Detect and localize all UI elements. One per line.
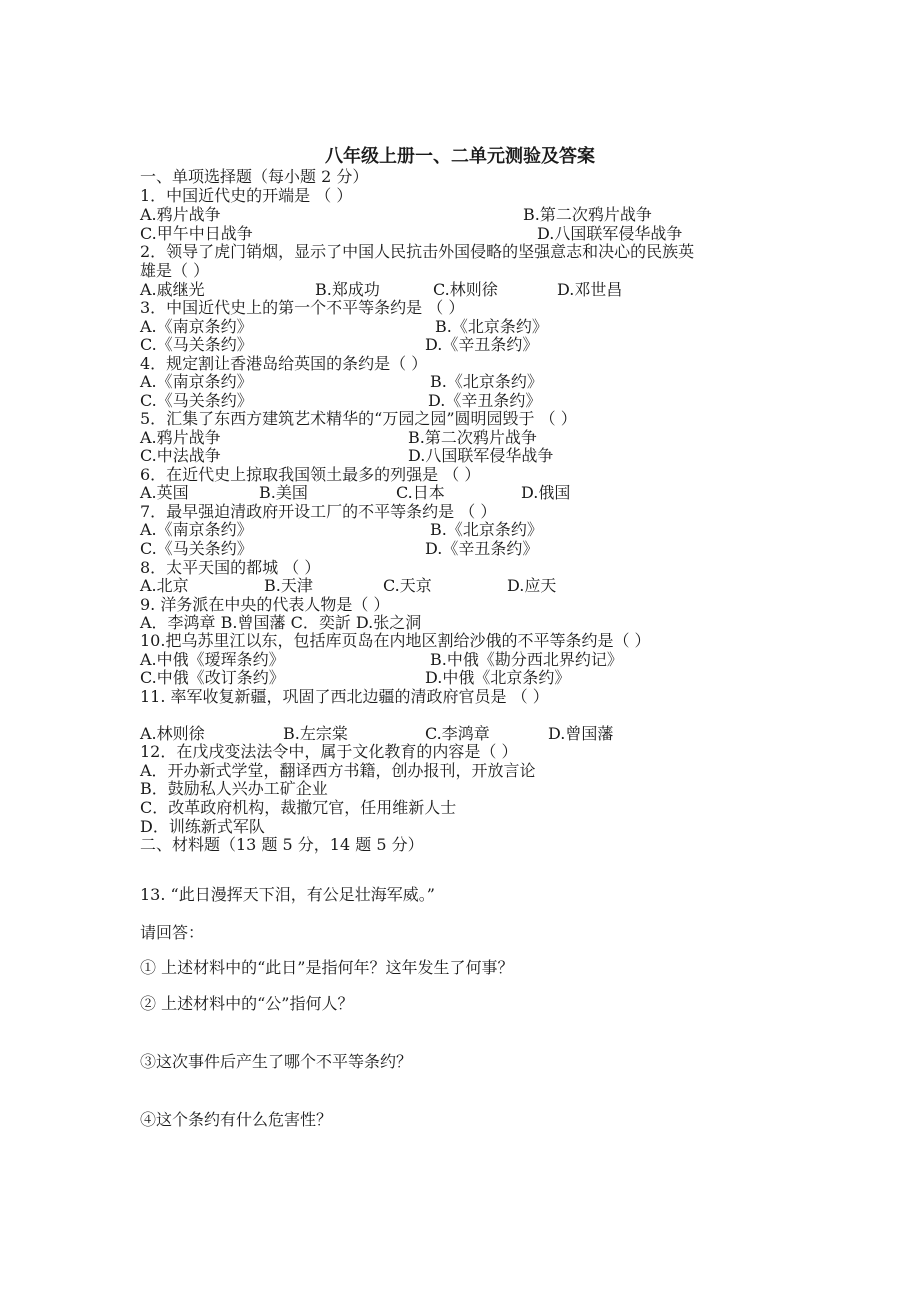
options-line: A．李鸿章 B.曾国藩 C．奕訢 D.张之洞 bbox=[140, 613, 422, 632]
option-a: A.鸦片战争 bbox=[140, 428, 221, 447]
option-c: C.天京 bbox=[383, 576, 432, 595]
section2-heading: 二、材料题（13 题 5 分，14 题 5 分） bbox=[140, 835, 424, 854]
question-stem: 2．领导了虎门销烟，显示了中国人民抗击外国侵略的坚强意志和决心的民族英 bbox=[140, 242, 695, 261]
option-d: D.中俄《北京条约》 bbox=[425, 668, 571, 687]
question-stem: 7．最早强迫清政府开设工厂的不平等条约是 （ ） bbox=[140, 502, 497, 521]
option-c: C.中法战争 bbox=[140, 446, 221, 465]
question-stem: 8．太平天国的都城 （ ） bbox=[140, 558, 321, 577]
option-c: C.《马关条约》 bbox=[140, 391, 253, 410]
question-stem: 11. 率军收复新疆，巩固了西北边疆的清政府官员是 （ ） bbox=[140, 687, 549, 706]
question-stem: 1．中国近代史的开端是 （ ） bbox=[140, 186, 353, 205]
option-d: D.八国联军侵华战争 bbox=[537, 224, 683, 243]
material-quote: 13. “此日漫挥天下泪，有公足壮海军威。” bbox=[140, 885, 435, 904]
option-a: A．开办新式学堂，翻译西方书籍，创办报刊，开放言论 bbox=[140, 761, 536, 780]
sub-question: ① 上述材料中的“此日”是指何年？这年发生了何事？ bbox=[140, 958, 514, 977]
option-c: C.《马关条约》 bbox=[140, 539, 253, 558]
question-stem: 5．汇集了东西方建筑艺术精华的“万园之园”圆明园毁于 （ ） bbox=[140, 409, 577, 428]
option-a: A.林则徐 bbox=[140, 724, 205, 743]
option-d: D.俄国 bbox=[521, 483, 571, 502]
option-c: C.《马关条约》 bbox=[140, 335, 253, 354]
page-title: 八年级上册一、二单元测验及答案 bbox=[325, 146, 595, 167]
option-b: B．鼓励私人兴办工矿企业 bbox=[140, 779, 328, 798]
option-d: D.邓世昌 bbox=[557, 280, 623, 299]
option-d: D．训练新式军队 bbox=[140, 817, 265, 836]
option-d: D.《辛丑条约》 bbox=[425, 539, 539, 558]
option-b: B.《北京条约》 bbox=[435, 317, 548, 336]
option-d: D.八国联军侵华战争 bbox=[408, 446, 554, 465]
option-c: C．改革政府机构，裁撤冗官，任用维新人士 bbox=[140, 798, 457, 817]
option-c: C.中俄《改订条约》 bbox=[140, 668, 285, 687]
option-b: B.美国 bbox=[259, 483, 308, 502]
question-stem: 10.把乌苏里江以东，包括库页岛在内地区割给沙俄的不平等条约是（ ） bbox=[140, 631, 651, 650]
option-b: B.中俄《勘分西北界约记》 bbox=[430, 650, 623, 669]
option-d: D.曾国藩 bbox=[548, 724, 614, 743]
option-a: A.鸦片战争 bbox=[140, 205, 221, 224]
option-b: B.《北京条约》 bbox=[430, 372, 543, 391]
sub-question: ④这个条约有什么危害性？ bbox=[140, 1110, 333, 1129]
option-a: A.《南京条约》 bbox=[140, 520, 253, 539]
question-stem: 4．规定割让香港岛给英国的条约是（ ） bbox=[140, 354, 428, 373]
option-d: D.《辛丑条约》 bbox=[425, 335, 539, 354]
option-d: D.应天 bbox=[507, 576, 557, 595]
option-b: B.《北京条约》 bbox=[430, 520, 543, 539]
sub-question: ② 上述材料中的“公”指何人？ bbox=[140, 994, 354, 1013]
option-b: B.天津 bbox=[264, 576, 313, 595]
question-stem: 9. 洋务派在中央的代表人物是（ ） bbox=[140, 595, 390, 614]
sub-question: ③这次事件后产生了哪个不平等条约？ bbox=[140, 1052, 413, 1071]
option-b: B.郑成功 bbox=[315, 280, 380, 299]
option-a: A.《南京条约》 bbox=[140, 317, 253, 336]
option-b: B.第二次鸦片战争 bbox=[408, 428, 537, 447]
option-a: A.北京 bbox=[140, 576, 189, 595]
option-d: D.《辛丑条约》 bbox=[428, 391, 542, 410]
question-stem: 6．在近代史上掠取我国领土最多的列强是 （ ） bbox=[140, 465, 481, 484]
option-c: C.日本 bbox=[396, 483, 445, 502]
section1-heading: 一、单项选择题（每小题 2 分） bbox=[140, 167, 369, 186]
option-b: B.左宗棠 bbox=[283, 724, 348, 743]
question-stem: 3．中国近代史上的第一个不平等条约是 （ ） bbox=[140, 298, 465, 317]
option-a: A.中俄《瑷珲条约》 bbox=[140, 650, 285, 669]
option-a: A.戚继光 bbox=[140, 280, 205, 299]
option-c: C.李鸿章 bbox=[425, 724, 490, 743]
option-a: A.英国 bbox=[140, 483, 189, 502]
option-c: C.甲午中日战争 bbox=[140, 224, 253, 243]
question-stem: 12．在戊戌变法法令中，属于文化教育的内容是（ ） bbox=[140, 742, 518, 761]
option-a: A.《南京条约》 bbox=[140, 372, 253, 391]
answer-prompt: 请回答： bbox=[140, 923, 205, 942]
option-c: C.林则徐 bbox=[433, 280, 498, 299]
question-stem-continued: 雄是（ ） bbox=[140, 261, 210, 280]
option-b: B.第二次鸦片战争 bbox=[523, 205, 652, 224]
